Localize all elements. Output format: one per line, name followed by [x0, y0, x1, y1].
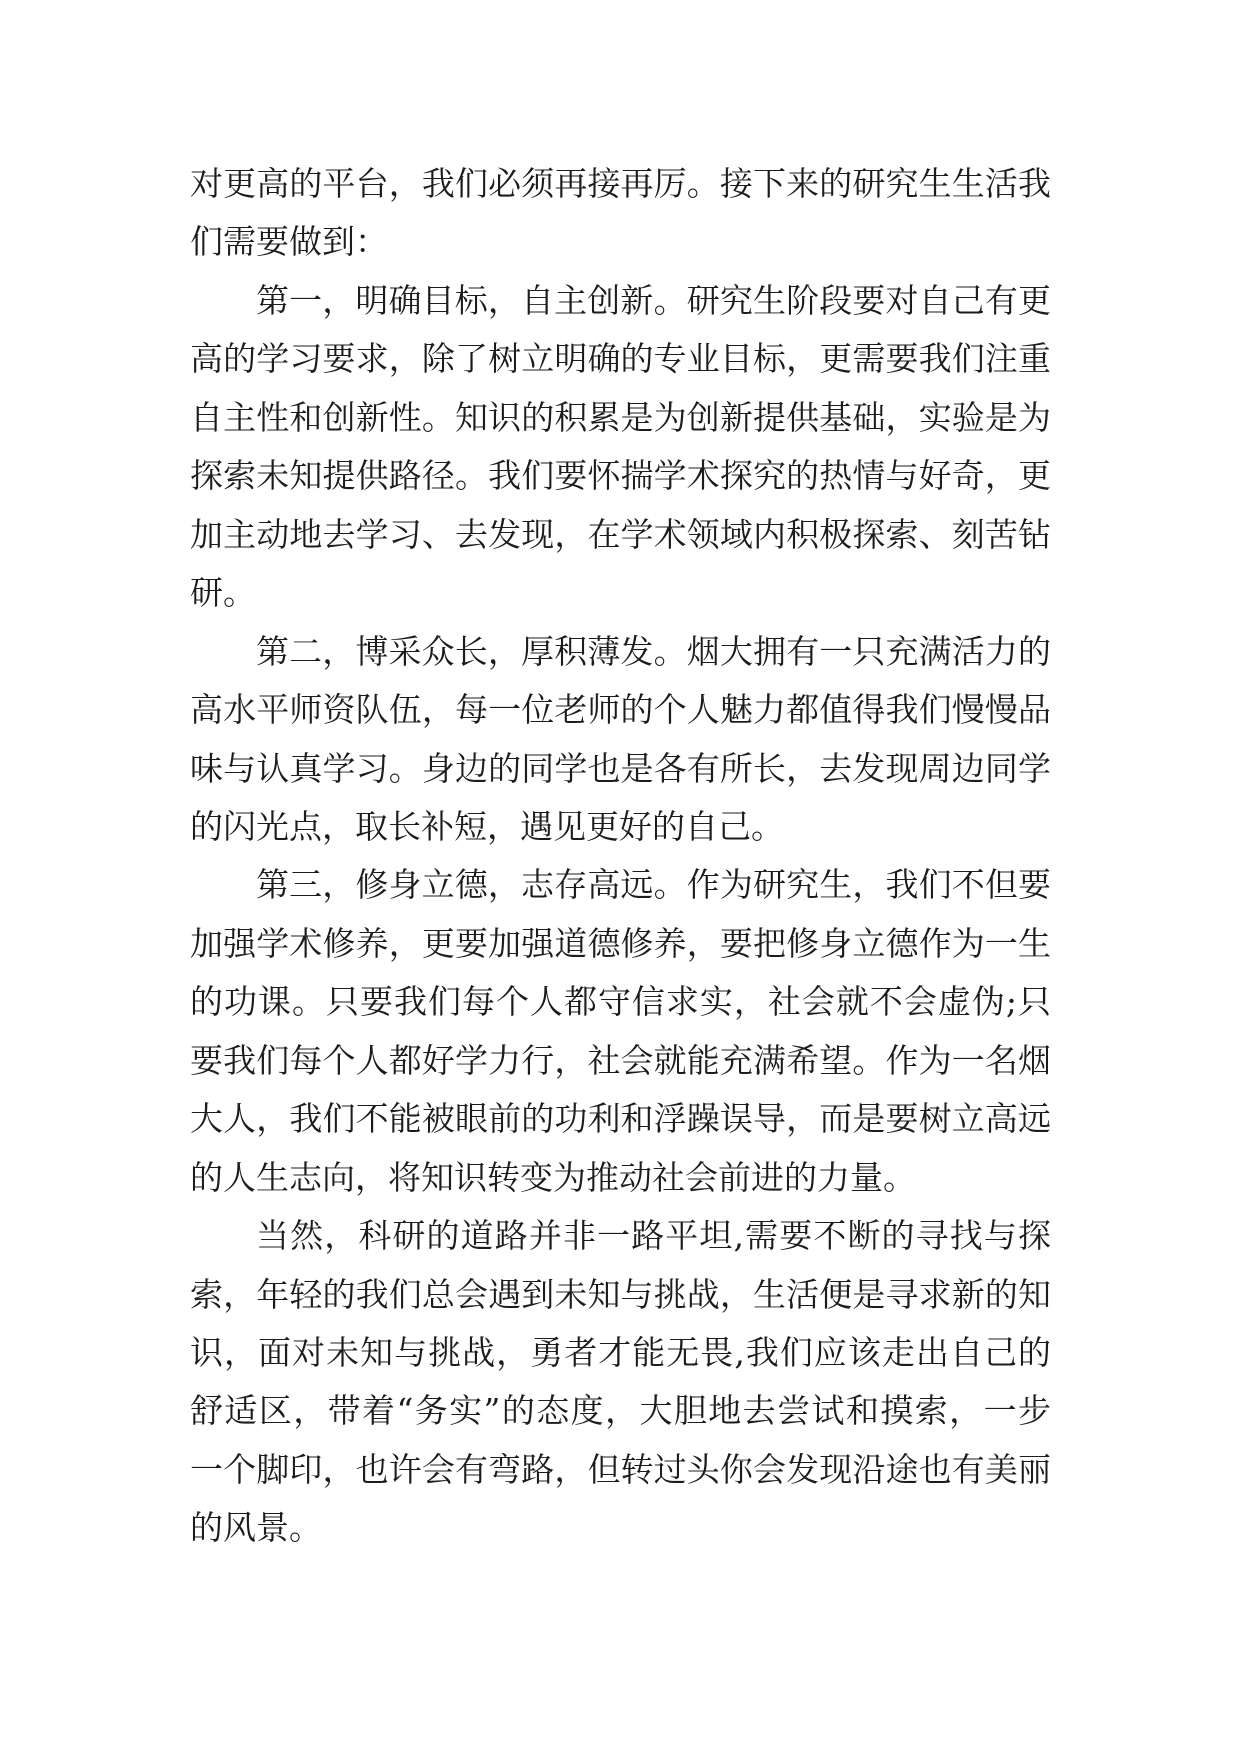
text-line: 味与认真学习。身边的同学也是各有所长，去发现周边同学 [190, 750, 1051, 788]
text-line: 高的学习要求，除了树立明确的专业目标，更需要我们注重 [190, 340, 1051, 378]
text-line: 高水平师资队伍，每一位老师的个人魅力都值得我们慢慢品 [190, 691, 1051, 729]
text-line: 一个脚印，也许会有弯路，但转过头你会发现沿途也有美丽 [190, 1451, 1051, 1489]
text-line: 的闪光点，取长补短，遇见更好的自己。 [190, 808, 784, 846]
text-line: 探索未知提供路径。我们要怀揣学术探究的热情与好奇，更 [190, 457, 1051, 495]
text-line: 自主性和创新性。知识的积累是为创新提供基础，实验是为 [190, 399, 1051, 437]
text-line: 舒适区，带着“务实”的态度，大胆地去尝试和摸索，一步 [190, 1392, 1051, 1430]
text-line: 要我们每个人都好学力行，社会就能充满希望。作为一名烟 [190, 1042, 1051, 1080]
text-line: 第三，修身立德，志存高远。作为研究生，我们不但要 [256, 866, 1051, 904]
text-line: 加主动地去学习、去发现，在学术领域内积极探索、刻苦钻 [190, 516, 1051, 554]
text-line: 加强学术修养，更要加强道德修养，要把修身立德作为一生 [190, 925, 1051, 963]
text-line: 的功课。只要我们每个人都守信求实，社会就不会虚伪;只 [190, 983, 1051, 1021]
text-line: 索，年轻的我们总会遇到未知与挑战，生活便是寻求新的知 [190, 1276, 1051, 1314]
text-line: 识，面对未知与挑战，勇者才能无畏,我们应该走出自己的 [190, 1334, 1051, 1372]
text-line: 对更高的平台，我们必须再接再厉。接下来的研究生生活我 [190, 165, 1051, 203]
text-line: 们需要做到： [190, 223, 388, 261]
text-line: 的风景。 [190, 1509, 322, 1547]
text-line: 研。 [190, 574, 256, 612]
text-line: 第二，博采众长，厚积薄发。烟大拥有一只充满活力的 [256, 633, 1051, 671]
text-line: 大人，我们不能被眼前的功利和浮躁误导，而是要树立高远 [190, 1100, 1051, 1138]
text-line: 的人生志向，将知识转变为推动社会前进的力量。 [190, 1159, 916, 1197]
text-line: 当然，科研的道路并非一路平坦,需要不断的寻找与探 [256, 1217, 1051, 1255]
text-line: 第一，明确目标，自主创新。研究生阶段要对自己有更 [256, 282, 1051, 320]
